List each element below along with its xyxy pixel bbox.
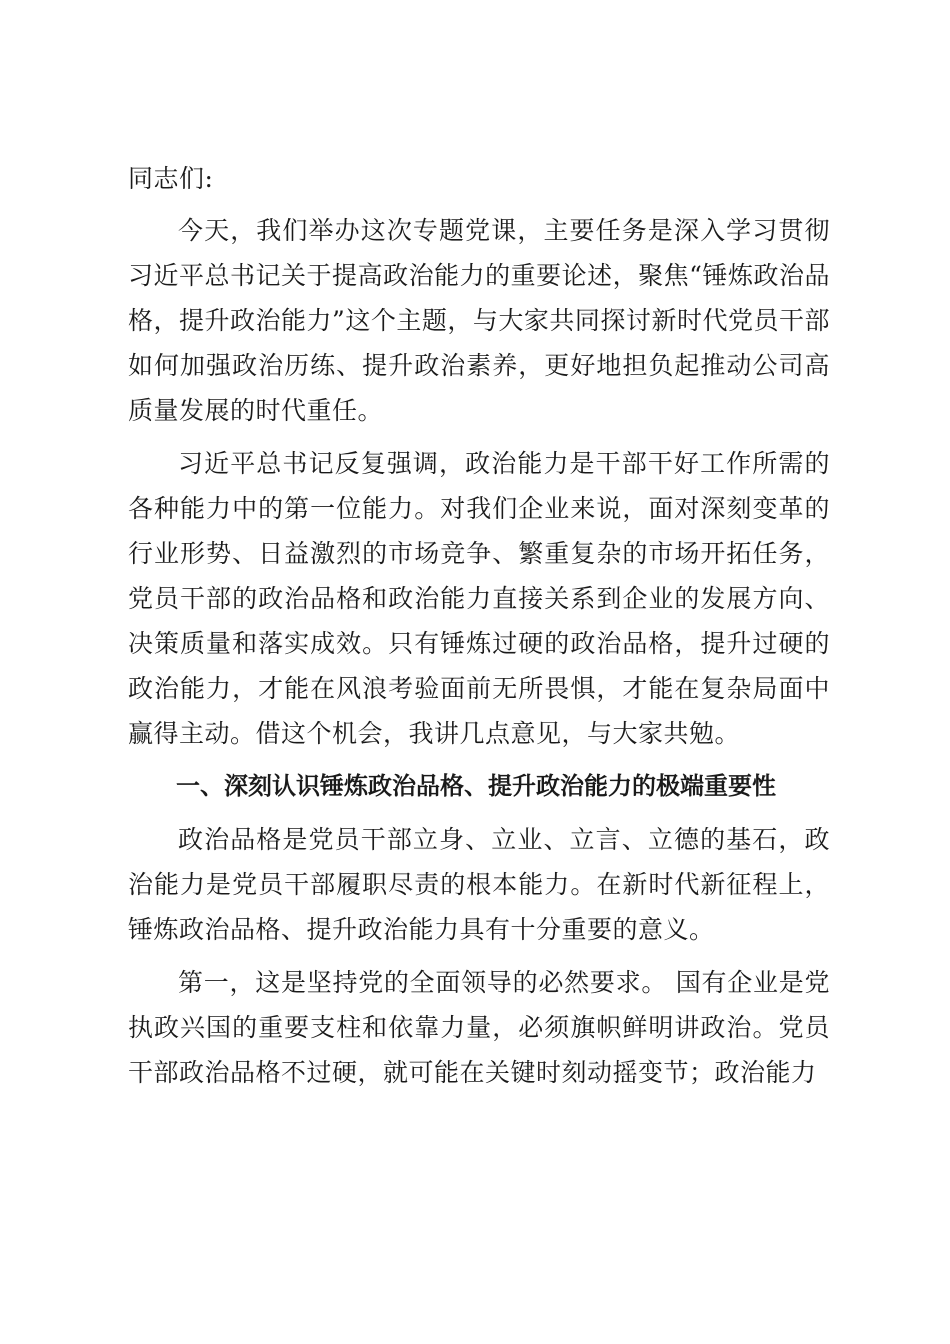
section-paragraph-1: 政治品格是党员干部立身、立业、立言、立德的基石，政治能力是党员干部履职尽责的根本能力。在新时代新征程上，锤炼政治品格、提升政治能力具有十分重要的意义。 [128,825,830,944]
document-page [128,156,830,1103]
intro-paragraph-1: 今天，我们举办这次专题党课，主要任务是深入学习贯彻习近平总书记关于提高政治能力的重要论述，聚焦“锤炼政治品格，提升政治能力”这个主题，与大家共同探讨新时代党员干部如何加强政治历练、提升政治素养，更好地担负起推动公司高质量发展的时代重任。 [128,216,830,425]
section-paragraph-2: 第一，这是坚持党的全面领导的必然要求。 国有企业是党执政兴国的重要支柱和依靠力量，必须旗帜鲜明讲政治。党员干部政治品格不过硬，就可能在关键时刻动摇变节；政治能力 [128,968,830,1087]
intro-paragraph-2: 习近平总书记反复强调，政治能力是干部干好工作所需的各种能力中的第一位能力。对我们企业来说，面对深刻变革的行业形势、日益激烈的市场竞争、繁重复杂的市场开拓任务，党员干部的政治品格和政治能力直接关系到企业的发展方向、决策质量和落实成效。只有锤炼过硬的政治品格，提升过硬的政治能力，才能在风浪考验面前无所畏惧，才能在复杂局面中赢得主动。借这个机会，我讲几点意见，与大家共勉。 [128,449,830,748]
greeting: 同志们: [128,164,214,193]
section-heading: 一、深刻认识锤炼政治品格、提升政治能力的极端重要性 [176,772,776,800]
